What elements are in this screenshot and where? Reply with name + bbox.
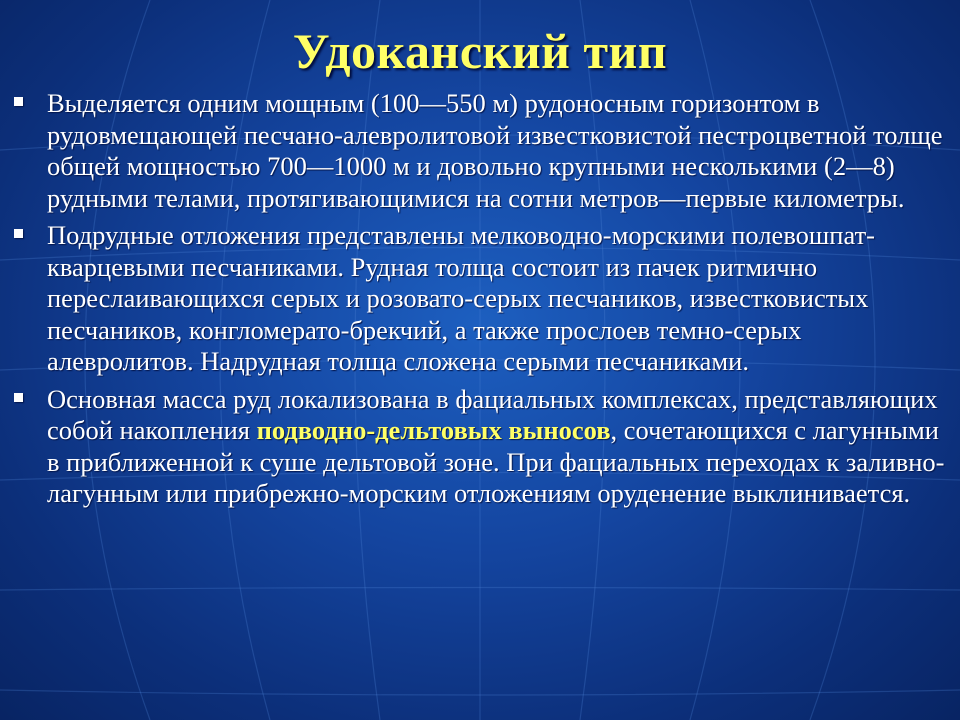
square-bullet-icon	[14, 97, 23, 106]
bullet-text-3-before: Основная масса руд локализована в фациальных комплексах, представляющих собой накопления	[47, 383, 938, 445]
bullet-list	[12, 88, 952, 516]
bullet-text-3-after: , сочетающихся с лагунными в приближенной к суше дельтовой зоне. При фациальных переходах к заливно-лагунным или прибрежно-морским отложениям оруденение выклинивается.	[47, 415, 945, 508]
square-bullet-icon	[14, 393, 23, 402]
slide-title: Удоканский тип	[292, 23, 668, 79]
bullet-item-2	[12, 220, 952, 378]
square-bullet-icon	[14, 229, 23, 238]
bullet-text-2: Подрудные отложения представлены мелководно-морскими полевошпат-кварцевыми песчаниками. Рудная толща состоит из пачек ритмично переслаивающихся серых и розовато-серых песчаников, известковистых песчаников, конгломерато-брекчий, а также прослоев темно-серых алевролитов. Надрудная толща сложена серыми песчаниками.	[47, 220, 875, 376]
highlighted-term: подводно-дельтовых выносов	[256, 415, 611, 445]
bullet-item-1	[12, 88, 952, 214]
bullet-text-1: Выделяется одним мощным (100—550 м) рудоносным горизонтом в рудовмещающей песчано-алевролитовой известковистой пестроцветной толще общей мощностью 700—1000 м и довольно крупными несколькими (2—8) рудными телами, протягивающимися на сотни метров—первые километры.	[47, 88, 943, 213]
bullet-item-3	[12, 384, 952, 510]
